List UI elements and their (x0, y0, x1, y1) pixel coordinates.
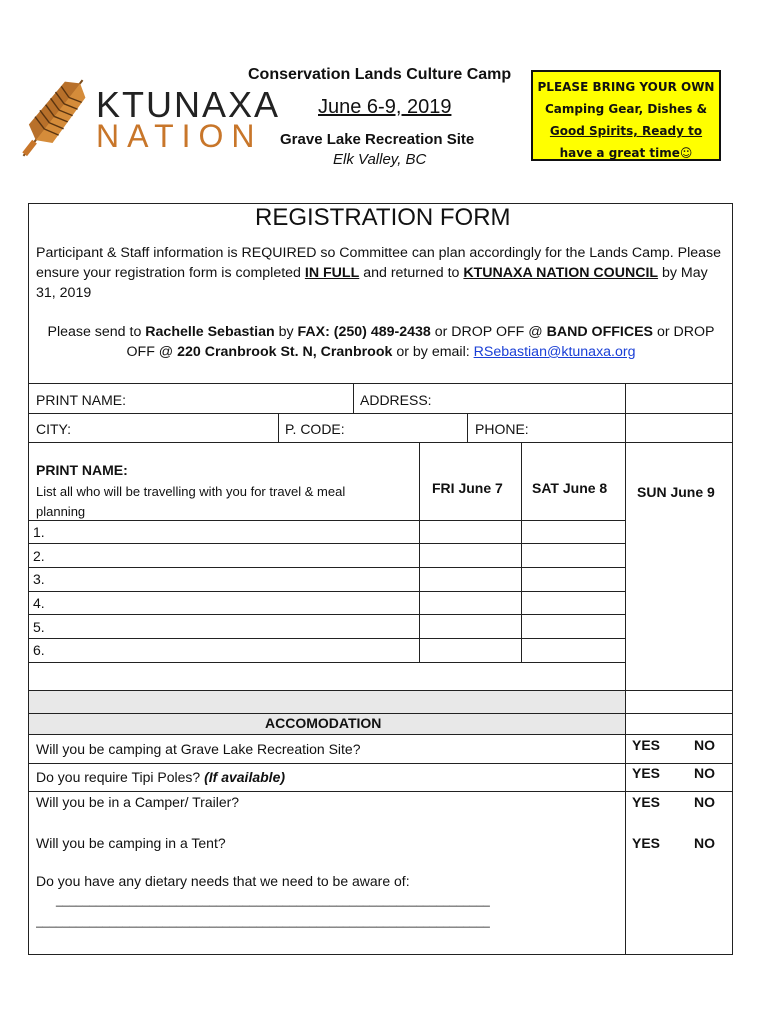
day-sat-header: SAT June 8 (532, 480, 608, 496)
intro-paragraph (36, 243, 726, 303)
notice-line: Camping Gear, Dishes & (544, 102, 708, 116)
dietary-answer-line-2[interactable]: ____________________________________________________________________ (36, 914, 490, 928)
camp-site: Grave Lake Recreation Site (280, 131, 475, 148)
tipi-yes-option[interactable]: YES (632, 765, 661, 781)
question-dietary: Do you have any dietary needs that we need to be aware of: (36, 873, 410, 889)
camp-place: Elk Valley, BC (333, 151, 427, 168)
intro-text: and returned to (359, 265, 464, 281)
print-name-field[interactable]: PRINT NAME: (36, 392, 126, 408)
intro-council: KTUNAXA NATION COUNCIL (463, 265, 659, 281)
traveller-row-4[interactable]: 4. (33, 595, 45, 611)
address-field[interactable]: ADDRESS: (360, 392, 432, 408)
city-field[interactable]: CITY: (36, 421, 72, 437)
question-camper: Will you be in a Camper/ Trailer? (36, 794, 240, 810)
day-sun-header: SUN June 9 (637, 484, 715, 500)
dietary-answer-line-1[interactable]: _________________________________________________________________ (56, 893, 490, 907)
question-camping: Will you be camping at Grave Lake Recreation Site? (36, 741, 361, 757)
feather-logo-icon (18, 68, 88, 168)
notice-line: have a great time☺ (559, 146, 693, 160)
intro-in-full: IN FULL (304, 265, 360, 281)
notice-line: PLEASE BRING YOUR OWN (537, 80, 715, 94)
shaded-spacer-row (29, 691, 625, 713)
camp-dates: June 6-9, 2019 (318, 96, 452, 118)
traveller-row-6[interactable]: 6. (33, 642, 45, 658)
traveller-row-3[interactable]: 3. (33, 571, 45, 587)
tipi-note: (If available) (204, 769, 286, 785)
contact-name: Rachelle Sebastian (145, 324, 275, 340)
day-fri-header: FRI June 7 (432, 480, 503, 496)
travel-heading: PRINT NAME: (36, 462, 128, 478)
traveller-row-1[interactable]: 1. (33, 524, 45, 540)
tipi-question-text: Do you require Tipi Poles? (36, 769, 201, 785)
camping-yes-option[interactable]: YES (632, 737, 661, 753)
tipi-no-option[interactable]: NO (694, 765, 715, 781)
accommodation-heading: ACCOMODATION (265, 715, 382, 731)
send-text: or by email: (392, 344, 474, 360)
intro-deadline: by May 31, 2019 (36, 265, 708, 301)
drop-off-address: 220 Cranbrook St. N, Cranbrook (177, 344, 393, 360)
question-tipi-poles (36, 769, 285, 785)
camping-no-option[interactable]: NO (694, 737, 715, 753)
form-title: REGISTRATION FORM (255, 204, 511, 231)
logo-text-nation: NATION (96, 118, 263, 154)
tent-yes-option[interactable]: YES (632, 835, 661, 851)
tent-no-option[interactable]: NO (694, 835, 715, 851)
send-text: by (274, 324, 298, 340)
email-link[interactable]: RSebastian@ktunaxa.org (473, 344, 636, 360)
traveller-row-2[interactable]: 2. (33, 548, 45, 564)
bring-your-own-notice (531, 70, 721, 161)
send-text: or DROP OFF @ (430, 324, 547, 340)
camp-title: Conservation Lands Culture Camp (248, 66, 512, 83)
send-text: or DROP OFF @ (126, 324, 715, 360)
camper-yes-option[interactable]: YES (632, 794, 661, 810)
travel-description: List all who will be travelling with you for travel & meal planning (36, 484, 346, 519)
band-offices: BAND OFFICES (546, 324, 654, 340)
send-text: Please send to (47, 324, 146, 340)
logo-text-ktunaxa: KTUNAXA (96, 84, 281, 125)
question-tent: Will you be camping in a Tent? (36, 835, 226, 851)
traveller-row-5[interactable]: 5. (33, 619, 45, 635)
camper-no-option[interactable]: NO (694, 794, 715, 810)
intro-text: Participant & Staff information is REQUIRED so Committee can plan accordingly for the Lands Camp. Please ensure your registration form is completed (36, 245, 721, 281)
send-instructions (36, 322, 726, 362)
phone-field[interactable]: PHONE: (475, 421, 529, 437)
notice-line: Good Spirits, Ready to (549, 124, 703, 138)
fax-number: FAX: (250) 489-2438 (297, 324, 431, 340)
postal-code-field[interactable]: P. CODE: (285, 421, 345, 437)
